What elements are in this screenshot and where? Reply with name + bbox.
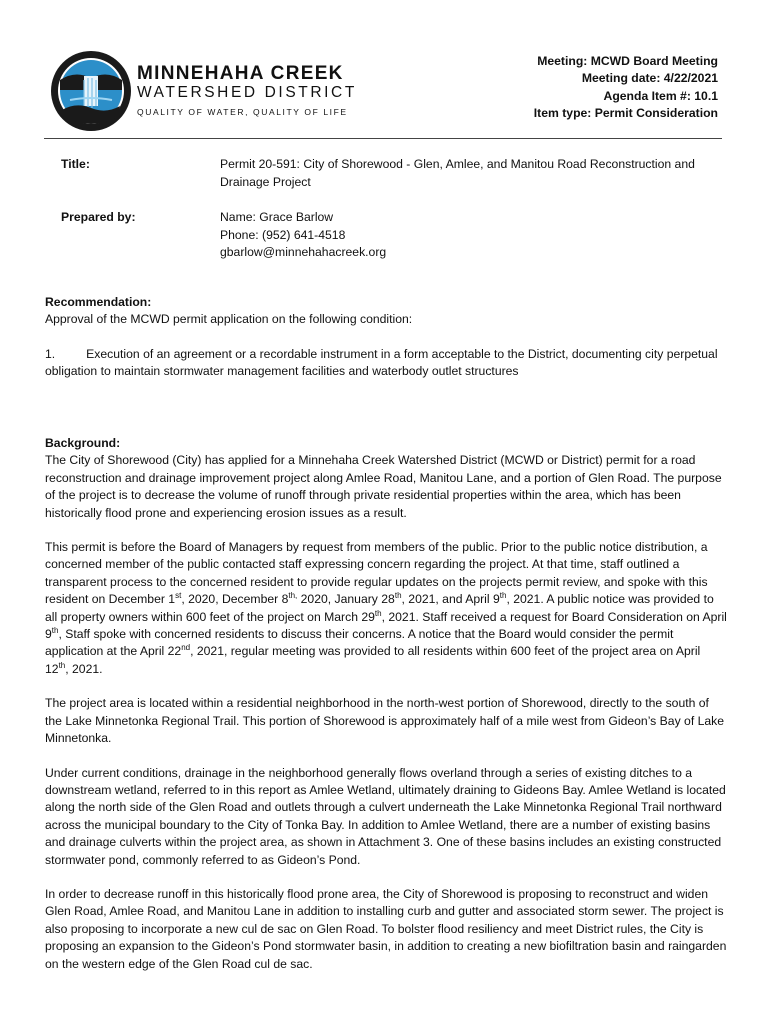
condition-number: 1. (45, 346, 56, 361)
recommendation-section (45, 294, 727, 381)
preparer-phone: Phone: (952) 641-4518 (220, 227, 346, 242)
preparer-name: Name: Grace Barlow (220, 210, 334, 224)
preparer-email[interactable]: gbarlow@minnehahacreek.org (220, 245, 387, 259)
item-type: Item type: Permit Consideration (533, 105, 718, 120)
condition-text: Execution of an agreement or a recordable instrument in a form acceptable to the District, documenting city perpetual obligation to maintain stormwater management facilities and waterbody outlet structures (45, 346, 718, 379)
title-label: Title: (61, 157, 90, 171)
agenda-item: Agenda Item #: 10.1 (603, 88, 718, 103)
title-line: Drainage Project (220, 174, 311, 189)
condition-item (45, 346, 727, 381)
prepared-by-value (220, 209, 730, 262)
background-paragraph: The City of Shorewood (City) has applied for a Minnehaha Creek Watershed District (MCWD or District) permit for a road reconstruction and drainage improvement project along Amlee Road, Manitou Lane, and a portion of Glen Road. The purpose of the project is to decrease the volume of runoff through private residential properties within the area, which has been historically flood prone and experiencing erosion issues as a result. (45, 453, 722, 520)
background-paragraph: Under current conditions, drainage in the neighborhood generally flows overland through a series of existing ditches to a downstream wetland, referred to in this report as Amlee Wetland, ultimately draining to Gideons Bay. Amlee Wetland is located along the north side of the Glen Road and outlets through a culvert underneath the Lake Minnetonka Regional Trail northward across the municipal boundary to the City of Tonka Bay. In addition to Amlee Wetland, there are a number of existing basins and drainage culverts within the project area, as shown in Attachment 3. One of these basins includes an existing constructed stormwater pond, commonly referred to as Gideon’s Pond. (45, 765, 726, 867)
org-tagline: QUALITY OF WATER, QUALITY OF LIFE (137, 107, 348, 117)
recommendation-heading: Recommendation: (45, 295, 152, 309)
title-value (220, 156, 730, 191)
background-heading: Background: (45, 436, 121, 450)
recommendation-text: Approval of the MCWD permit application on the following condition: (45, 312, 413, 327)
org-subtitle: WATERSHED DISTRICT (137, 84, 357, 101)
prepared-by-label: Prepared by: (61, 210, 136, 224)
background-paragraph: This permit is before the Board of Managers by request from members of the public. Prior to the public notice distribution, a concerned member of the public contacted staff expressing concern regarding the project. At that time, staff outlined a transparent process to the concerned resident to provide regular updates on the projects permit review, and spoke with this resident on December 1st, 2020, December $8^{th,}$ 2020, January 28th, 2021, and April 9th, 2021. A public notice was provided to all property owners within 600 feet of the project on March 29th, 2021. Staff received a request for Board Consideration on April 9th, Staff spoke with concerned residents to discuss their concerns. A notice that the Board would consider the permit application at the April 22nd, 2021, regular meeting was provided to all residents within 600 feet of the project area on April 12th, 2021. (45, 540, 727, 676)
background-paragraph: The project area is located within a residential neighborhood in the north-west portion of Shorewood, directly to the south of the Lake Minnetonka Regional Trail. This portion of Shorewood is approximately half of a mile west from Gideon’s Bay of Lake Minnetonka. (45, 696, 725, 746)
background-paragraph: In order to decrease runoff in this historically flood prone area, the City of Shorewood is proposing to reconstruct and widen Glen Road, Amlee Road, and Manitou Lane in addition to installing curb and gutter and associated storm sewer. The project is also proposing to incorporate a new cul de sac on Glen Road. To bolster flood resiliency and meet District rules, the City is proposing an expansion to the Gideon’s Pond stormwater basin, in addition to creating a new biofiltration basin and raingarden on the western edge of the Glen Road cul de sac. (45, 886, 727, 971)
meeting-name: Meeting: MCWD Board Meeting (537, 54, 718, 68)
meeting-date: Meeting date: 4/22/2021 (581, 71, 718, 86)
title-line: Permit 20-591: City of Shorewood - Glen, Amlee, and Manitou Road Reconstruction and (220, 157, 695, 171)
meeting-info (534, 53, 718, 122)
header-divider (44, 138, 722, 139)
org-name: MINNEHAHA CREEK (137, 63, 344, 84)
district-logo (50, 50, 132, 132)
background-section (45, 435, 727, 973)
